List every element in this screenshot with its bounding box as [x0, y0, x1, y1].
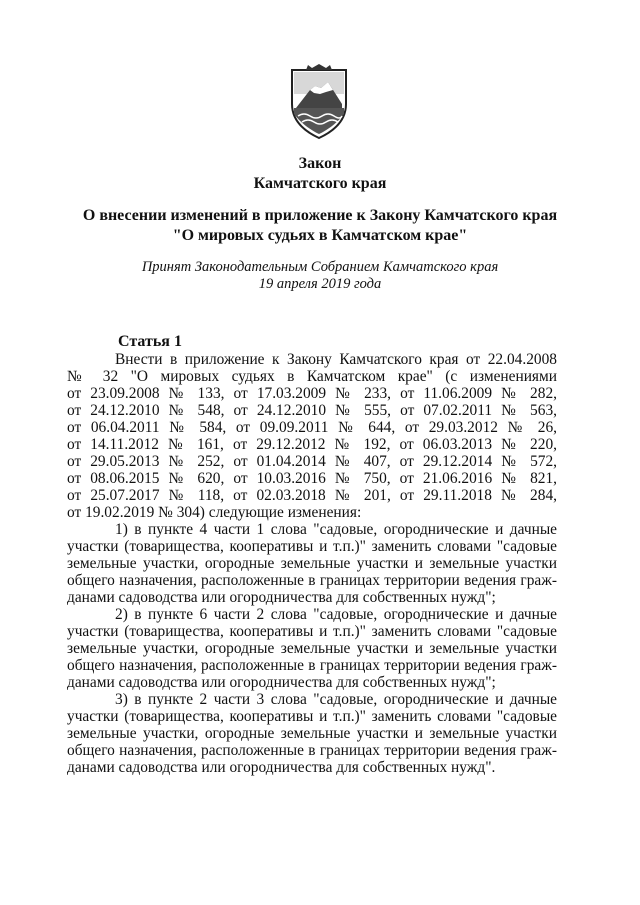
document-type-title: Закон: [298, 155, 342, 172]
coat-of-arms-emblem: [288, 64, 350, 140]
adoption-statement: Принят Законодательным Собранием Камчатского края: [141, 259, 499, 275]
adoption-date: 19 апреля 2019 года: [258, 276, 382, 292]
list-item-line: земельные участки, огородные земельные участки и земельные участки: [67, 640, 557, 657]
body-line: от 25.07.2017 № 118, от 02.03.2018 № 201, от 29.11.2018 № 284,: [67, 487, 557, 504]
body-line: от 08.06.2015 № 620, от 10.03.2016 № 750, от 21.06.2016 № 821,: [67, 470, 557, 487]
list-item-line: 3) в пункте 2 части 3 слова "садовые, огороднические и дачные: [115, 691, 557, 708]
law-subject-line2: "О мировых судьях в Камчатском крае": [172, 227, 468, 244]
body-line: от 19.02.2019 № 304) следующие изменения:: [67, 504, 362, 521]
list-item-line: участки (товарищества, кооперативы и т.п.)" заменить словами "садовые: [67, 538, 557, 555]
list-item-line: участки (товарищества, кооперативы и т.п.)" заменить словами "садовые: [67, 623, 557, 640]
law-subject-line1: О внесении изменений в приложение к Закону Камчатского края: [82, 207, 558, 224]
region-title: Камчатского края: [253, 175, 387, 192]
body-line: от 29.05.2013 № 252, от 01.04.2014 № 407, от 29.12.2014 № 572,: [67, 453, 557, 470]
list-item-line: земельные участки, огородные земельные участки и земельные участки: [67, 725, 557, 742]
body-line: от 06.04.2011 № 584, от 09.09.2011 № 644, от 29.03.2012 № 26,: [67, 419, 557, 436]
list-item-line: 1) в пункте 4 части 1 слова "садовые, огороднические и дачные: [115, 521, 557, 538]
list-item-line: участки (товарищества, кооперативы и т.п.)" заменить словами "садовые: [67, 708, 557, 725]
article-heading: Статья 1: [118, 333, 182, 350]
list-item-line: данами садоводства или огородничества для собственных нужд";: [67, 589, 496, 606]
body-line: № 32 "О мировых судьях в Камчатском крае" (с изменениями: [67, 368, 557, 385]
kamchatka-coat-of-arms-icon: [288, 64, 350, 140]
list-item-line: земельные участки, огородные земельные участки и земельные участки: [67, 555, 557, 572]
list-item-line: данами садоводства или огородничества для собственных нужд".: [67, 759, 496, 776]
list-item-line: общего назначения, расположенные в границах территории ведения граж-: [67, 572, 557, 589]
body-line: от 14.11.2012 № 161, от 29.12.2012 № 192, от 06.03.2013 № 220,: [67, 436, 557, 453]
body-line: от 24.12.2010 № 548, от 24.12.2010 № 555, от 07.02.2011 № 563,: [67, 402, 557, 419]
list-item-line: 2) в пункте 6 части 2 слова "садовые, огороднические и дачные: [115, 606, 557, 623]
list-item-line: общего назначения, расположенные в границах территории ведения граж-: [67, 742, 557, 759]
list-item-line: данами садоводства или огородничества для собственных нужд";: [67, 674, 496, 691]
list-item-line: общего назначения, расположенные в границах территории ведения граж-: [67, 657, 557, 674]
body-line: от 23.09.2008 № 133, от 17.03.2009 № 233, от 11.06.2009 № 282,: [67, 385, 557, 402]
article-body: [67, 351, 557, 776]
body-line: Внести в приложение к Закону Камчатского края от 22.04.2008: [115, 351, 557, 368]
